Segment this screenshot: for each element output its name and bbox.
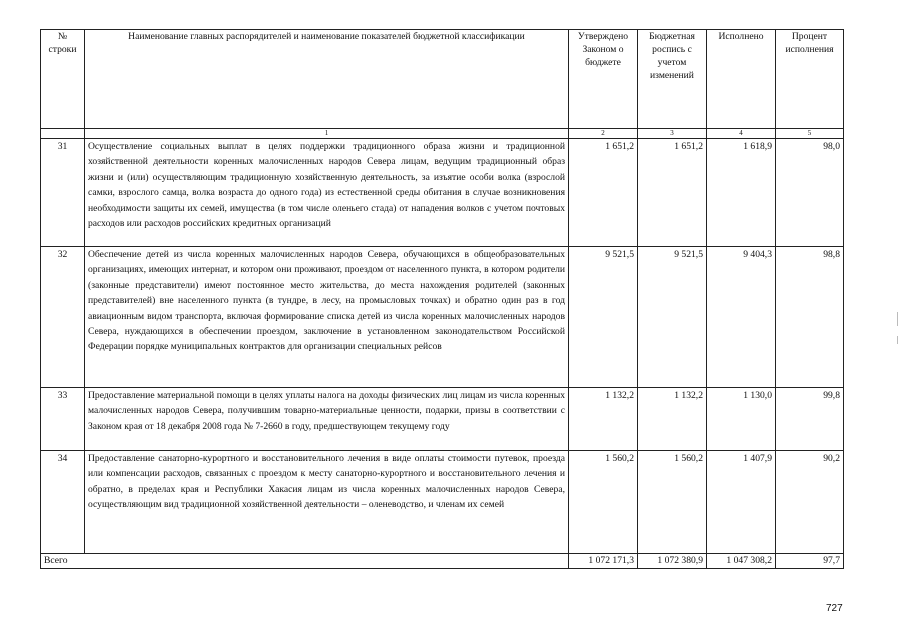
header-budget: Бюджетная роспись с учетом изменений bbox=[638, 30, 707, 129]
header-name: Наименование главных распорядителей и наименование показателей бюджетной классификации bbox=[85, 30, 569, 129]
table-row bbox=[41, 247, 844, 388]
approved-value: 1 651,2 bbox=[569, 139, 638, 247]
percent-value: 98,0 bbox=[776, 139, 844, 247]
budget-value: 9 521,5 bbox=[638, 247, 707, 388]
row-description: Предоставление санаторно-курортного и восстановительного лечения в виде оплаты стоимости путевок, проезда или компенсации расходов, связанных с проездом к месту санаторно-курортного и восстановительного лечения и обратно, в пределах края и Республики Хакасия лицам из числа коренных малочисленных народов Севера, осуществляющим вид традиционной хозяйственной деятельности – оленеводство, и членам их семей bbox=[85, 451, 569, 554]
row-description: Осуществление социальных выплат в целях поддержки традиционного образа жизни и традиционной хозяйственной деятельности коренных малочисленных народов Севера лицам, ведущим традиционный образ жизни и (или) осуществляющим традиционную хозяйственную деятельность, за изъятие особи волка (взрослой самки, взрослого самца, волка возраста до одного года) из естественной среды обитания в случае возникновения необходимости защиты их семей, имущества (в том числе оленьего стада) от нападения волков с учетом почтовых расходов или расходов российских кредитных организаций bbox=[85, 139, 569, 247]
table-row bbox=[41, 451, 844, 554]
percent-value: 90,2 bbox=[776, 451, 844, 554]
row-description: Обеспечение детей из числа коренных малочисленных народов Севера, обучающихся в общеобразовательных организациях, имеющих интернат, и котором они проживают, проездом от населенного пункта, в котором родители (законные представители) имеют постоянное место жительства, до места нахождения родителей (законных представителей) вне населенного пункта (в тундре, в лесу, на промысловых точках) и обратно один раз в год авиационным видом транспорта, включая формирование списка детей из числа коренных малочисленных народов Севера, нуждающихся в обеспечении проездом, заключение в установленном законодательством Российской Федерации порядке муниципальных контрактов для организации специальных рейсов bbox=[85, 247, 569, 388]
total-approved: 1 072 171,3 bbox=[569, 554, 638, 569]
total-percent: 97,7 bbox=[776, 554, 844, 569]
total-row bbox=[41, 554, 844, 569]
header-executed: Исполнено bbox=[707, 30, 776, 129]
table-row bbox=[41, 139, 844, 247]
page-number: 727 bbox=[826, 603, 843, 614]
executed-value: 1 407,9 bbox=[707, 451, 776, 554]
row-number: 32 bbox=[41, 247, 85, 388]
column-number: 4 bbox=[707, 129, 776, 139]
scan-margin-mark bbox=[897, 336, 898, 344]
budget-value: 1 132,2 bbox=[638, 388, 707, 451]
approved-value: 1 132,2 bbox=[569, 388, 638, 451]
row-description: Предоставление материальной помощи в целях уплаты налога на доходы физических лиц лицам из числа коренных малочисленных народов Севера, получившим товарно-материальные ценности, подарки, призы в соответствии с Законом края от 18 декабря 2008 года № 7-2660 в году, предшествующем текущему году bbox=[85, 388, 569, 451]
header-percent: Процент исполнения bbox=[776, 30, 844, 129]
total-label: Всего bbox=[41, 554, 569, 569]
budget-value: 1 560,2 bbox=[638, 451, 707, 554]
column-number: 1 bbox=[85, 129, 569, 139]
table-header-row bbox=[41, 30, 844, 129]
column-number-row bbox=[41, 129, 844, 139]
column-number bbox=[41, 129, 85, 139]
header-approved: Утверждено Законом о бюджете bbox=[569, 30, 638, 129]
total-budget: 1 072 380,9 bbox=[638, 554, 707, 569]
approved-value: 1 560,2 bbox=[569, 451, 638, 554]
header-row-no: № строки bbox=[41, 30, 85, 129]
table-row bbox=[41, 388, 844, 451]
total-executed: 1 047 308,2 bbox=[707, 554, 776, 569]
budget-value: 1 651,2 bbox=[638, 139, 707, 247]
percent-value: 98,8 bbox=[776, 247, 844, 388]
row-number: 31 bbox=[41, 139, 85, 247]
scan-margin-mark bbox=[897, 312, 898, 326]
executed-value: 1 618,9 bbox=[707, 139, 776, 247]
executed-value: 1 130,0 bbox=[707, 388, 776, 451]
executed-value: 9 404,3 bbox=[707, 247, 776, 388]
column-number: 3 bbox=[638, 129, 707, 139]
budget-execution-table bbox=[40, 29, 844, 569]
column-number: 5 bbox=[776, 129, 844, 139]
row-number: 34 bbox=[41, 451, 85, 554]
approved-value: 9 521,5 bbox=[569, 247, 638, 388]
percent-value: 99,8 bbox=[776, 388, 844, 451]
column-number: 2 bbox=[569, 129, 638, 139]
row-number: 33 bbox=[41, 388, 85, 451]
